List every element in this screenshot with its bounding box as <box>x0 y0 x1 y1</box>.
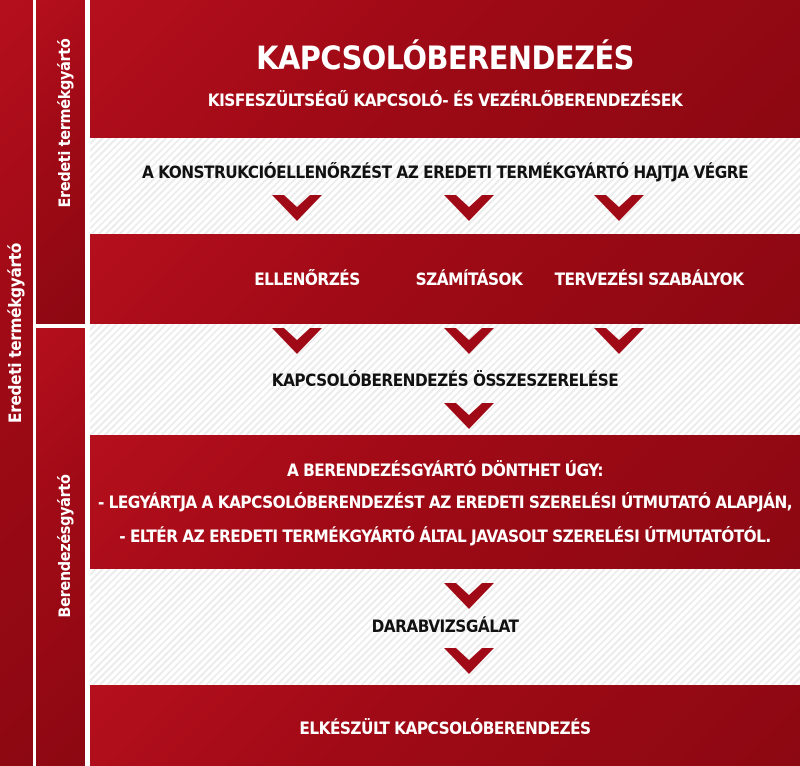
assembly-text: KAPCSOLÓBERENDEZÉS ÖSSZESZERELÉSE <box>271 371 619 391</box>
method-calculations: SZÁMÍTÁSOK <box>415 270 523 290</box>
side-label-inner-bottom: Berendezésgyártó <box>55 474 74 618</box>
arrow-down-icon <box>272 328 322 354</box>
final-text: ELKÉSZÜLT KAPCSOLÓBERENDEZÉS <box>299 719 591 739</box>
decision-option-1: - LEGYÁRTJA A KAPCSOLÓBERENDEZÉST AZ EREDETI SZERELÉSI ÚTMUTATÓ ALAPJÁN, <box>97 493 793 513</box>
method-design-rules: TERVEZÉSI SZABÁLYOK <box>554 270 744 290</box>
decision-heading: A BERENDEZÉSGYÁRTÓ DÖNTHET ÚGY: <box>287 461 603 481</box>
arrow-down-icon <box>444 328 494 354</box>
arrow-down-icon <box>594 195 644 221</box>
method-verification: ELLENŐRZÉS <box>254 270 360 290</box>
arrow-down-icon <box>444 195 494 221</box>
page-title: KAPCSOLÓBERENDEZÉS <box>256 39 634 77</box>
side-label-outer: Eredeti termékgyártó <box>6 243 26 423</box>
construction-check-text: A KONSTRUKCIÓELLENŐRZÉST AZ EREDETI TERMÉKGYÁRTÓ HAJTJA VÉGRE <box>141 163 749 183</box>
arrow-down-icon <box>444 648 494 674</box>
arrow-down-icon <box>594 328 644 354</box>
page-subtitle: KISFESZÜLTSÉGŰ KAPCSOLÓ- ÉS VEZÉRLŐBERENDEZÉSEK <box>207 91 683 111</box>
arrow-down-icon <box>444 583 494 609</box>
arrow-down-icon <box>272 195 322 221</box>
routine-test-text: DARABVIZSGÁLAT <box>371 617 519 637</box>
side-label-inner-top: Eredeti termékgyártó <box>55 38 74 208</box>
decision-option-2: - ELTÉR AZ EREDETI TERMÉKGYÁRTÓ ÁLTAL JAVASOLT SZERELÉSI ÚTMUTATÓTÓL. <box>119 527 771 547</box>
arrow-down-icon <box>444 403 494 429</box>
